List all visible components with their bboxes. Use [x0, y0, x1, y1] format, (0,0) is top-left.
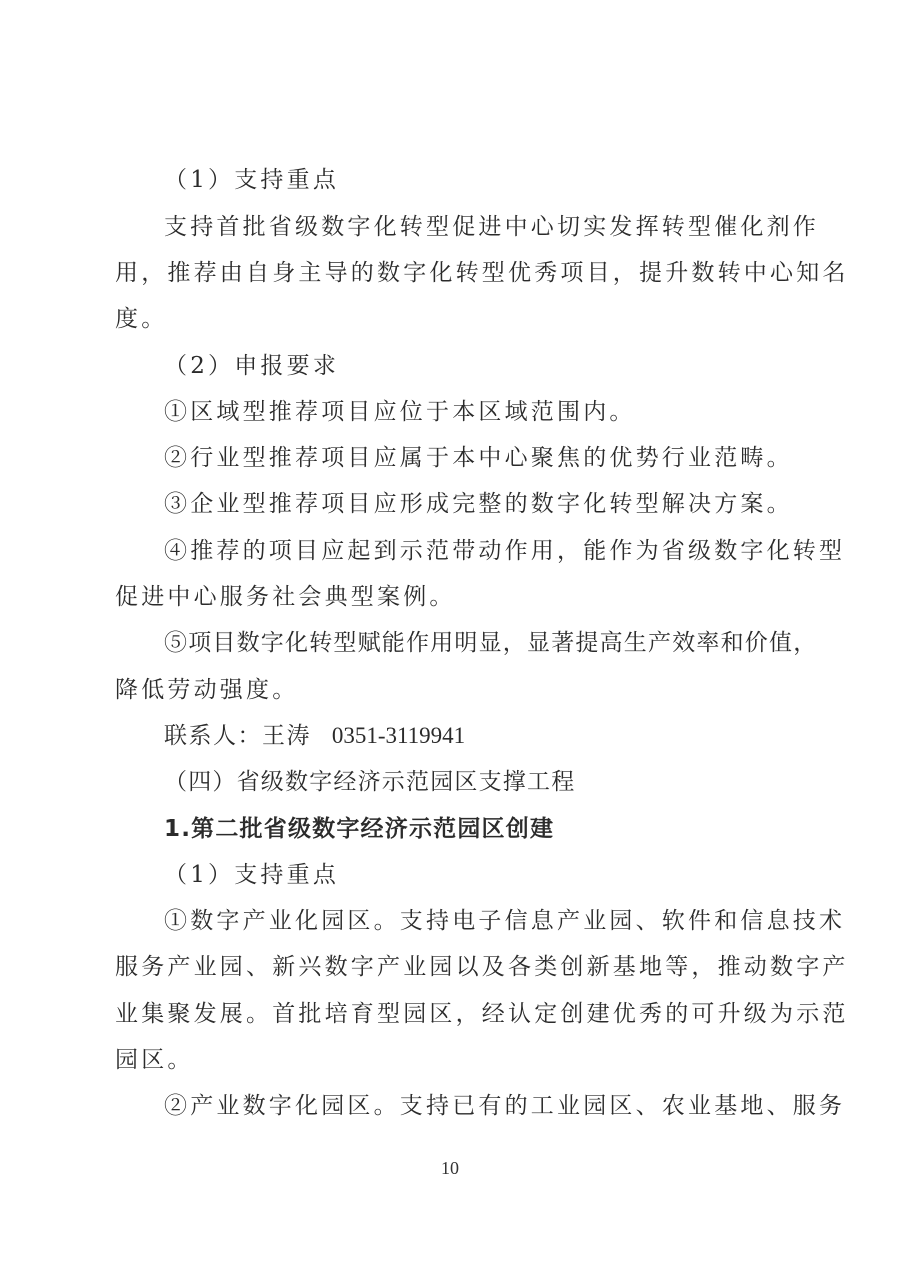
paragraph-line: 业集聚发展。首批培育型园区，经认定创建优秀的可升级为示范 [115, 1001, 849, 1027]
paragraph-line: 降低劳动强度。 [115, 677, 299, 703]
list-item: ①区域型推荐项目应位于本区域范围内。 [164, 399, 636, 425]
section-heading: （四）省级数字经济示范园区支撑工程 [164, 769, 576, 795]
list-item: ④推荐的项目应起到示范带动作用，能作为省级数字化转型 [164, 538, 846, 564]
paragraph-line: 园区。 [115, 1047, 194, 1073]
list-item: ⑤项目数字化转型赋能作用明显，显著提高生产效率和价值， [164, 630, 818, 656]
list-item: ①数字产业化园区。支持电子信息产业园、软件和信息技术 [164, 908, 846, 934]
contact-phone: 0351-3119941 [331, 723, 466, 748]
bold-heading: 1.第二批省级数字经济示范园区创建 [164, 816, 555, 842]
page-number: 10 [441, 1158, 459, 1178]
paragraph-line: 度。 [115, 306, 168, 332]
paragraph-line: 用，推荐由自身主导的数字化转型优秀项目，提升数转中心知名 [115, 260, 849, 286]
list-item: ②产业数字化园区。支持已有的工业园区、农业基地、服务 [164, 1093, 846, 1119]
subheading-support-focus: （1）支持重点 [164, 862, 340, 888]
list-item: ②行业型推荐项目应属于本中心聚焦的优势行业范畴。 [164, 445, 793, 471]
contact-line [164, 721, 465, 751]
paragraph-line: 促进中心服务社会典型案例。 [115, 584, 456, 610]
subheading-support-focus: （1）支持重点 [164, 167, 340, 193]
contact-person: 联系人：王涛 [164, 723, 311, 749]
list-item: ③企业型推荐项目应形成完整的数字化转型解决方案。 [164, 491, 793, 517]
paragraph-line: 服务产业园、新兴数字产业园以及各类创新基地等，推动数字产 [115, 954, 849, 980]
subheading-application-requirements: （2）申报要求 [164, 353, 340, 379]
paragraph-line: 支持首批省级数字化转型促进中心切实发挥转型催化剂作 [164, 214, 819, 240]
